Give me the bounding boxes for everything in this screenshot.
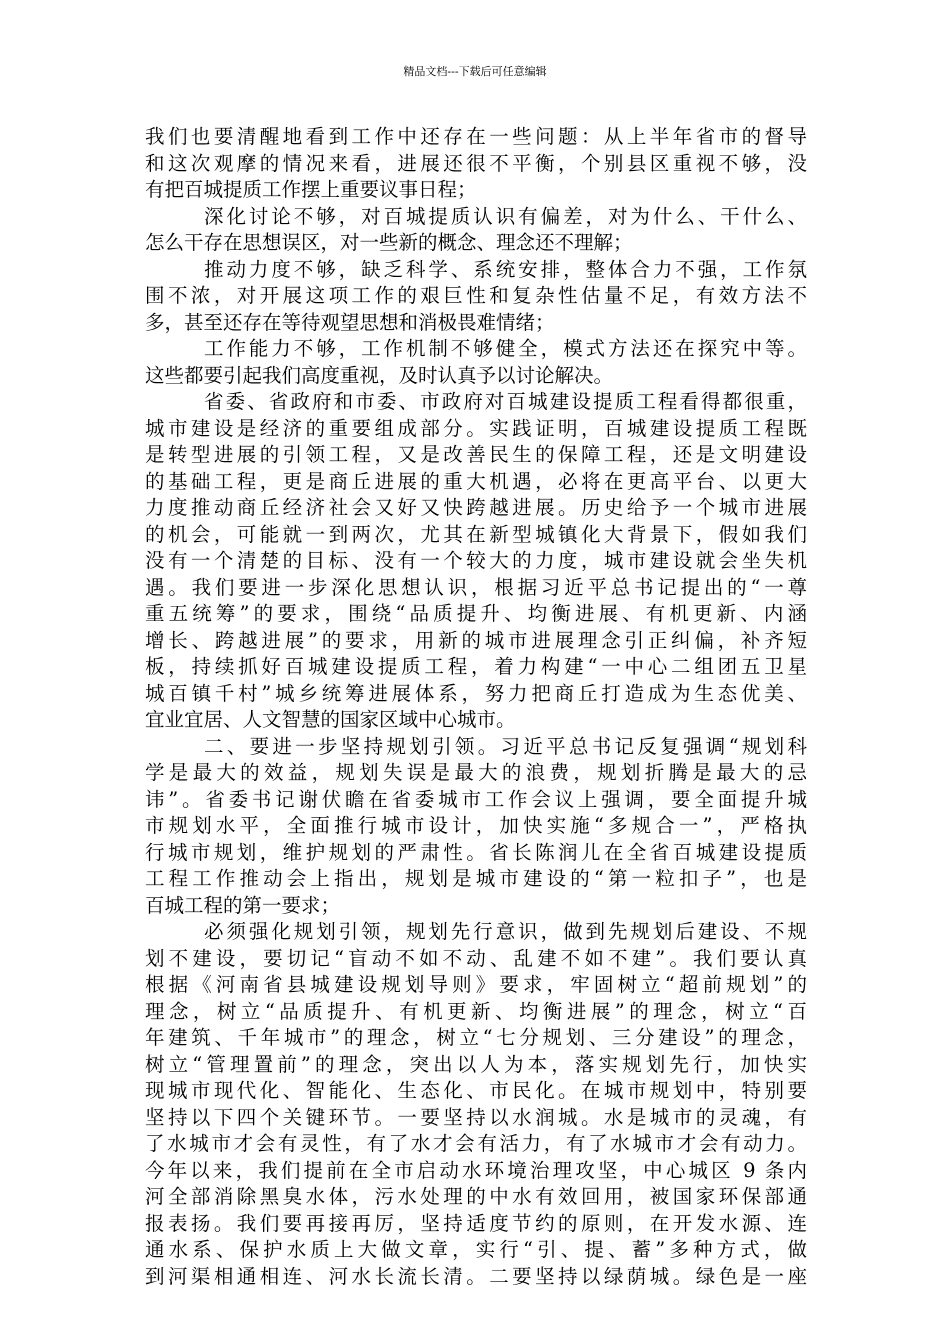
text-line: 现城市现代化、智能化、生态化、市民化。在城市规划中，特别要 (145, 1079, 807, 1102)
text-line: 理念，树立“品质提升、有机更新、均衡进展”的理念，树立“百 (145, 999, 807, 1023)
text-line: 多，甚至还存在等待观望思想和消极畏难情绪； (145, 310, 555, 334)
text-line: 工作能力不够，工作机制不够健全，模式方法还在探究中等。 (204, 337, 807, 360)
text-line: 必须强化规划引领，规划先行意识，做到先规划后建设、不规 (204, 920, 807, 943)
text-line: 城百镇千村”城乡统筹进展体系，努力把商丘打造成为生态优美、 (145, 681, 807, 705)
text-line: 省委、省政府和市委、市政府对百城建设提质工程看得都很重， (204, 390, 807, 413)
text-line: 通水系、保护水质上大做文章，实行“引、提、蓄”多种方式，做 (145, 1238, 807, 1261)
text-line: 怎么干存在思想误区，对一些新的概念、理念还不理解； (145, 231, 633, 254)
text-line: 行城市规划，维护规划的严肃性。省长陈润儿在全省百城建设提质 (145, 840, 807, 864)
text-line: 根据《河南省县城建设规划导则》要求，牢固树立“超前规划”的 (145, 973, 807, 996)
text-line: 深化讨论不够，对百城提质认识有偏差，对为什么、干什么、 (204, 204, 807, 228)
text-line: 没有一个清楚的目标、没有一个较大的力度，城市建设就会坐失机 (145, 549, 807, 572)
text-line: 我们也要清醒地看到工作中还存在一些问题：从上半年省市的督导 (145, 125, 807, 148)
document-body (145, 124, 807, 1290)
text-line: 遇。我们要进一步深化思想认识，根据习近平总书记提出的“一尊 (145, 575, 807, 599)
text-line: 了水城市才会有灵性，有了水才会有活力，有了水城市才会有动力。 (145, 1132, 807, 1155)
text-line: 树立“管理置前”的理念，突出以人为本，落实规划先行，加快实 (145, 1052, 807, 1076)
text-line: 的基础工程，更是商丘进展的重大机遇，必将在更高平台、以更大 (145, 469, 807, 493)
text-line: 围不浓，对开展这项工作的艰巨性和复杂性估量不足，有效方法不 (145, 284, 807, 307)
text-line: 和这次观摩的情况来看，进展还很不平衡，个别县区重视不够，没 (145, 151, 807, 175)
text-line: 有把百城提质工作摆上重要议事日程； (145, 178, 477, 201)
page-header: 精品文档---下载后可任意编辑 (403, 65, 547, 78)
text-line: 重五统筹”的要求，围绕“品质提升、均衡进展、有机更新、内涵 (145, 602, 807, 625)
text-line: 是转型进展的引领工程，又是改善民生的保障工程，还是文明建设 (145, 443, 807, 466)
text-line: 坚持以下四个关键环节。一要坚持以水润城。水是城市的灵魂，有 (145, 1105, 807, 1129)
text-line: 市规划水平，全面推行城市设计，加快实施“多规合一”，严格执 (145, 814, 807, 837)
text-line: 的机会，可能就一到两次，尤其在新型城镇化大背景下，假如我们 (145, 522, 807, 546)
text-line: 推动力度不够，缺乏科学、系统安排，整体合力不强，工作氛 (204, 257, 807, 281)
text-line: 宜业宜居、人文智慧的国家区域中心城市。 (145, 708, 516, 731)
text-line: 划不建设，要切记“盲动不如不动、乱建不如不建”。我们要认真 (145, 946, 807, 970)
text-line: 报表扬。我们要再接再厉，坚持适度节约的原则，在开发水源、连 (145, 1211, 807, 1235)
text-line: 讳”。省委书记谢伏瞻在省委城市工作会议上强调，要全面提升城 (145, 787, 807, 811)
text-line: 板，持续抓好百城建设提质工程，着力构建“一中心二组团五卫星 (145, 655, 807, 678)
text-line: 这些都要引起我们高度重视，及时认真予以讨论解决。 (145, 363, 614, 387)
text-line: 百城工程的第一要求； (145, 893, 341, 917)
text-line: 年建筑、千年城市”的理念，树立“七分规划、三分建设”的理念， (145, 1026, 807, 1049)
text-line: 河全部消除黑臭水体，污水处理的中水有效回用，被国家环保部通 (145, 1185, 807, 1208)
text-line: 今年以来，我们提前在全市启动水环境治理攻坚，中心城区 9 条内 (145, 1158, 807, 1182)
text-line: 学是最大的效益，规划失误是最大的浪费，规划折腾是最大的忌 (145, 761, 807, 784)
text-line: 增长、跨越进展”的要求，用新的城市进展理念引正纠偏，补齐短 (145, 628, 807, 652)
text-line: 力度推动商丘经济社会又好又快跨越进展。历史给予一个城市进展 (145, 496, 807, 519)
text-line: 城市建设是经济的重要组成部分。实践证明，百城建设提质工程既 (145, 416, 807, 440)
text-line: 二、要进一步坚持规划引领。习近平总书记反复强调“规划科 (204, 734, 807, 758)
text-line: 到河渠相通相连、河水长流长清。二要坚持以绿荫城。绿色是一座 (145, 1264, 807, 1288)
text-line: 工程工作推动会上指出，规划是城市建设的“第一粒扣子”，也是 (145, 867, 807, 890)
